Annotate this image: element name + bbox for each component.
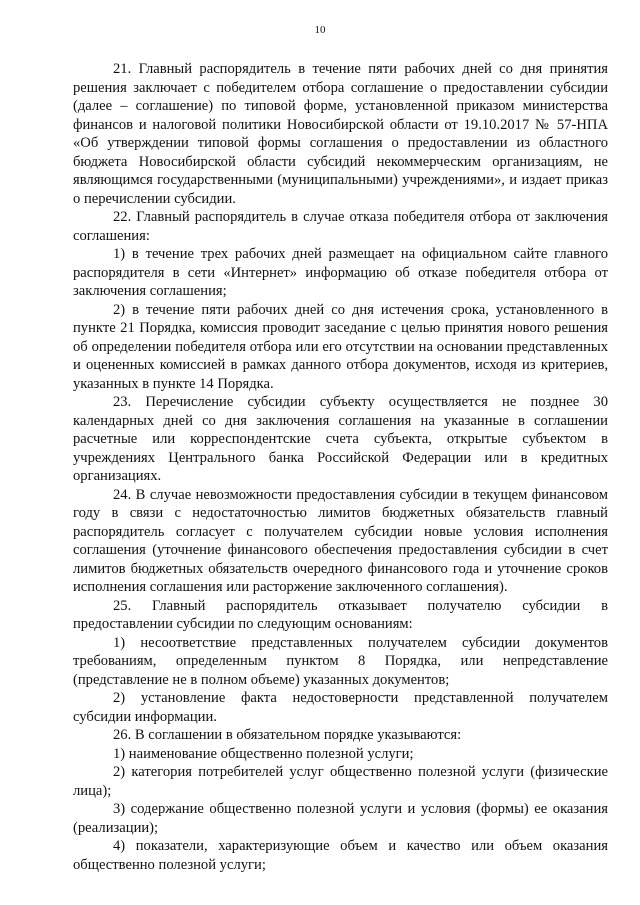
paragraph-25-item-2: 2) установление факта недостоверности представленной получателем субсидии информации. — [73, 690, 608, 725]
paragraph-26-item-1: 1) наименование общественно полезной услуги; — [113, 745, 414, 762]
paragraph-25-item-1: 1) несоответствие представленных получателем субсидии документов требованиям, определенным пунктом 8 Порядка, или непредставление (представление не в полном объеме) указанных документов; — [73, 634, 608, 688]
page-number: 10 — [314, 24, 326, 36]
paragraph-26-item-4: 4) показатели, характеризующие объем и качество или объем оказания общественно полезной услуги; — [73, 838, 608, 873]
paragraph-21: 21. Главный распорядитель в течение пяти рабочих дней со дня принятия решения заключает с победителем отбора соглашение о предоставлении субсидии (далее – соглашение) по типовой форме, установленной приказом министерства финансов и налоговой политики Новосибирской области от 19.10.2017 № 57-НПА «Об утверждении типовой формы соглашения о предоставлении из областного бюджета Новосибирской области субсидий некоммерческим организациям, не являющимся государственными (муниципальными) учреждениями», и издает приказ о перечислении субсидии. — [73, 61, 608, 207]
paragraph-26-item-3: 3) содержание общественно полезной услуги и условия (формы) ее оказания (реализации); — [73, 801, 608, 836]
paragraph-25: 25. Главный распорядитель отказывает получателю субсидии в предоставлении субсидии по следующим основаниям: — [73, 597, 608, 632]
paragraph-26-item-2: 2) категория потребителей услуг общественно полезной услуги (физические лица); — [73, 764, 608, 799]
paragraph-22-item-2: 2) в течение пяти рабочих дней со дня истечения срока, установленного в пункте 21 Порядка, комиссия проводит заседание с целью принятия нового решения об определении победителя отбора или его отсутствии на основании представленных и оцененных комиссией в рамках данного отбора документов, исходя из критериев, указанных в пункте 14 Порядка. — [73, 301, 608, 392]
paragraph-24: 24. В случае невозможности предоставления субсидии в текущем финансовом году в связи с недостаточностью лимитов бюджетных обязательств главный распорядитель согласует с получателем субсидии новые условия исполнения соглашения (уточнение финансового обеспечения предоставления субсидии в счет лимитов бюджетных обязательств очередного финансового года и уточнение сроков исполнения соглашения или расторжение заключенного соглашения). — [73, 486, 608, 595]
paragraph-26: 26. В соглашении в обязательном порядке указываются: — [113, 727, 462, 743]
paragraph-22-item-1: 1) в течение трех рабочих дней размещает на официальном сайте главного распорядителя в сети «Интернет» информацию об отказе победителя отбора от заключения соглашения; — [73, 246, 608, 299]
paragraph-22: 22. Главный распорядитель в случае отказа победителя отбора от заключения соглашения: — [73, 209, 608, 244]
document-body — [73, 60, 608, 874]
paragraph-23: 23. Перечисление субсидии субъекту осуществляется не позднее 30 календарных дней со дня заключения соглашения на указанные в соглашении расчетные или корреспондентские счета субъекта, открытые субъектом в учреждениях Центрального банка Российской Федерации или в кредитных организациях. — [73, 394, 608, 484]
